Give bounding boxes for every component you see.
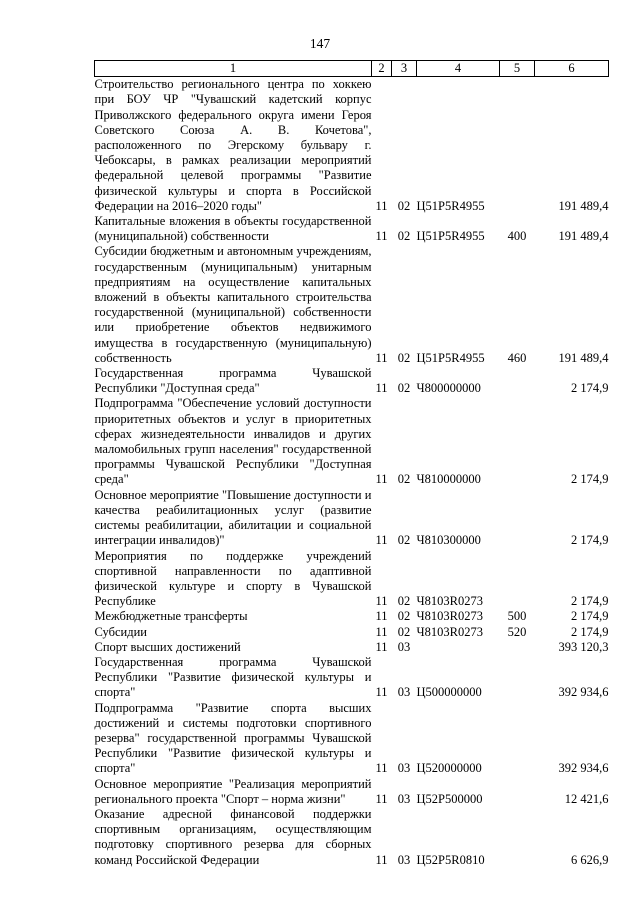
row-subsection-code: 02 xyxy=(397,198,411,213)
row-name: Спорт высших достижений xyxy=(94,639,241,654)
row-subsection-code: 03 xyxy=(397,852,411,867)
row-target-article: Ч800000000 xyxy=(416,381,481,396)
row-target-article: Ч8103R0273 xyxy=(416,624,483,639)
row-subsection-code: 02 xyxy=(397,381,411,396)
header-col-5: 5 xyxy=(500,61,535,77)
page-number: 147 xyxy=(309,36,331,51)
row-expense-type: 500 xyxy=(507,609,527,624)
row-expense-type: 460 xyxy=(507,350,527,365)
row-amount: 6 626,9 xyxy=(571,852,609,867)
row-amount: 191 489,4 xyxy=(558,350,609,365)
row-subsection-code: 02 xyxy=(397,609,411,624)
table-row xyxy=(95,488,609,549)
row-subsection-code: 02 xyxy=(397,229,411,244)
row-amount: 393 120,3 xyxy=(558,639,609,654)
row-target-article: Ц520000000 xyxy=(416,761,482,776)
row-amount: 2 174,9 xyxy=(571,381,609,396)
row-subsection-code: 02 xyxy=(397,624,411,639)
row-name: Строительство регионального центра по хоккею при БОУ ЧР "Чувашский кадетский корпус Приволжского федерального округа имени Героя Советского Союза А. В. Кочетова", расположенного по Эгерскому бульвару г. Чебоксары, в рамках реализации мероприятий федеральной целевой программы "Развитие физической культуры и спорта в Российской Федерации на 2016–2020 годы" xyxy=(94,77,372,213)
table-row xyxy=(95,244,609,366)
table-header xyxy=(95,61,609,77)
row-name: Государственная программа Чувашской Республики "Доступная среда" xyxy=(94,366,372,396)
row-section-code: 11 xyxy=(375,198,388,213)
row-target-article: Ч810000000 xyxy=(416,472,481,487)
row-section-code: 11 xyxy=(375,609,388,624)
row-name: Основное мероприятие "Реализация мероприятий регионального проекта "Спорт – норма жизни" xyxy=(94,776,372,806)
row-name: Оказание адресной финансовой поддержки спортивным организациям, осуществляющим подготовку спортивного резерва для сборных команд Российской Федерации xyxy=(94,806,372,867)
table-row xyxy=(95,655,609,701)
row-section-code: 11 xyxy=(375,791,388,806)
row-amount: 191 489,4 xyxy=(558,229,609,244)
row-section-code: 11 xyxy=(375,624,388,639)
row-name: Подпрограмма "Развитие спорта высших достижений и системы подготовки спортивного резерва" государственной программы Чувашской Республики "Развитие физической культуры и спорта" xyxy=(94,700,372,776)
header-row xyxy=(95,61,609,77)
table-row xyxy=(95,549,609,610)
row-name: Подпрограмма "Обеспечение условий доступности приоритетных объектов и услуг в приоритетных сферах жизнедеятельности инвалидов и других маломобильных групп населения" государственной программы Чувашской Республики "Доступная среда" xyxy=(94,396,372,487)
row-expense-type: 400 xyxy=(507,229,527,244)
table-body xyxy=(95,77,609,868)
row-subsection-code: 02 xyxy=(397,533,411,548)
row-section-code: 11 xyxy=(375,229,388,244)
row-amount: 2 174,9 xyxy=(571,472,609,487)
row-expense-type xyxy=(500,655,535,701)
row-expense-type xyxy=(500,77,535,214)
table-row xyxy=(95,366,609,396)
row-amount: 392 934,6 xyxy=(558,761,609,776)
row-name: Субсидии бюджетным и автономным учреждениям, государственным (муниципальным) унитарным предприятиям на осуществление капитальных вложений в объекты капитального строительства государственной (муниципальной) собственности или приобретение объектов недвижимого имущества в государственную (муниципальную) собственность xyxy=(94,244,372,365)
header-col-6: 6 xyxy=(535,61,609,77)
row-target-article: Ч8103R0273 xyxy=(416,609,483,624)
row-subsection-code: 03 xyxy=(397,685,411,700)
row-section-code: 11 xyxy=(375,852,388,867)
row-target-article: Ц51P5R4955 xyxy=(416,229,485,244)
row-section-code: 11 xyxy=(375,350,388,365)
row-section-code: 11 xyxy=(375,381,388,396)
table-row xyxy=(95,701,609,777)
table-row xyxy=(95,625,609,640)
row-section-code: 11 xyxy=(375,761,388,776)
header-col-4: 4 xyxy=(417,61,500,77)
budget-table xyxy=(94,60,609,868)
row-name: Мероприятия по поддержке учреждений спортивной направленности по адаптивной физической культуре и спорту в Чувашской Республике xyxy=(94,548,372,609)
header-col-3: 3 xyxy=(392,61,417,77)
row-target-article: Ц500000000 xyxy=(416,685,482,700)
table-row xyxy=(95,77,609,214)
row-amount: 2 174,9 xyxy=(571,594,609,609)
row-name: Основное мероприятие "Повышение доступности и качества реабилитационных услуг (развитие системы реабилитации, абилитации и социальной интеграции инвалидов)" xyxy=(94,487,372,548)
row-name: Государственная программа Чувашской Республики "Развитие физической культуры и спорта" xyxy=(94,654,372,700)
row-amount: 12 421,6 xyxy=(564,791,609,806)
row-expense-type xyxy=(500,366,535,396)
row-target-article xyxy=(417,640,500,655)
row-target-article: Ч810300000 xyxy=(416,533,481,548)
row-expense-type xyxy=(500,807,535,868)
table-row xyxy=(95,640,609,655)
table-row xyxy=(95,807,609,868)
row-amount: 2 174,9 xyxy=(571,533,609,548)
row-expense-type xyxy=(500,640,535,655)
row-section-code: 11 xyxy=(375,685,388,700)
row-amount: 392 934,6 xyxy=(558,685,609,700)
row-expense-type xyxy=(500,701,535,777)
row-expense-type: 520 xyxy=(507,624,527,639)
header-col-1: 1 xyxy=(95,61,372,77)
row-expense-type xyxy=(500,777,535,807)
row-expense-type xyxy=(500,549,535,610)
row-section-code: 11 xyxy=(375,472,388,487)
row-subsection-code: 03 xyxy=(397,639,411,654)
row-amount: 191 489,4 xyxy=(558,198,609,213)
row-name: Капитальные вложения в объекты государственной (муниципальной) собственности xyxy=(94,214,372,244)
row-amount: 2 174,9 xyxy=(571,609,609,624)
row-section-code: 11 xyxy=(375,533,388,548)
table-row xyxy=(95,214,609,244)
table-row xyxy=(95,396,609,487)
row-expense-type xyxy=(500,396,535,487)
row-target-article: Ц51P5R4955 xyxy=(416,350,485,365)
row-target-article: Ч8103R0273 xyxy=(416,594,483,609)
row-name: Субсидии xyxy=(94,624,147,639)
row-subsection-code: 03 xyxy=(397,791,411,806)
row-expense-type xyxy=(500,488,535,549)
row-section-code: 11 xyxy=(375,639,388,654)
row-target-article: Ц52P500000 xyxy=(416,791,483,806)
row-target-article: Ц52P5R0810 xyxy=(416,852,485,867)
row-subsection-code: 02 xyxy=(397,472,411,487)
row-amount: 2 174,9 xyxy=(571,624,609,639)
row-name: Межбюджетные трансферты xyxy=(94,609,248,624)
header-col-2: 2 xyxy=(372,61,392,77)
row-subsection-code: 03 xyxy=(397,761,411,776)
row-section-code: 11 xyxy=(375,594,388,609)
table-row xyxy=(95,777,609,807)
table-row xyxy=(95,609,609,624)
row-subsection-code: 02 xyxy=(397,350,411,365)
row-target-article: Ц51P5R4955 xyxy=(416,198,485,213)
row-subsection-code: 02 xyxy=(397,594,411,609)
